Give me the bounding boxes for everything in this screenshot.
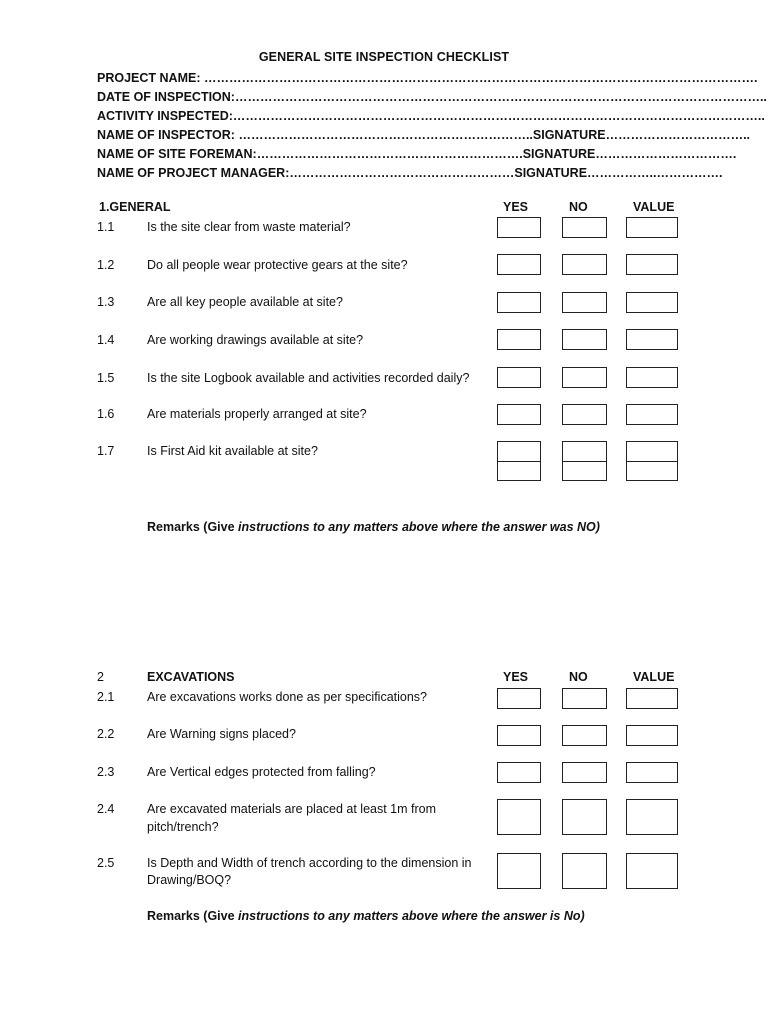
item-number: 1.6 — [97, 407, 115, 421]
yes-checkbox[interactable] — [497, 725, 541, 746]
item-number: 1.4 — [97, 333, 115, 347]
value-field[interactable] — [626, 292, 678, 313]
value-field[interactable] — [626, 853, 678, 889]
value-field[interactable] — [626, 404, 678, 425]
date-of-inspection-line: DATE OF INSPECTION:……………………………………………………………………………………………………………….. — [97, 90, 767, 104]
no-checkbox[interactable] — [562, 217, 607, 238]
value-field[interactable] — [626, 725, 678, 746]
item-number: 2.1 — [97, 690, 115, 704]
yes-checkbox[interactable] — [497, 853, 541, 889]
project-manager-line: NAME OF PROJECT MANAGER:………………………………………………SIGNATURE……………..……………. — [97, 166, 723, 180]
section-1-heading: 1.GENERAL — [99, 200, 171, 214]
item-number: 2.2 — [97, 727, 115, 741]
yes-checkbox[interactable] — [497, 799, 541, 835]
yes-checkbox[interactable] — [497, 461, 541, 481]
item-number: 1.3 — [97, 295, 115, 309]
value-field[interactable] — [626, 217, 678, 238]
no-checkbox[interactable] — [562, 254, 607, 275]
no-column-header: NO — [569, 200, 588, 214]
item-number: 1.7 — [97, 444, 115, 458]
no-checkbox[interactable] — [562, 799, 607, 835]
question-text: Are Vertical edges protected from falling? — [147, 765, 376, 779]
project-name-line: PROJECT NAME: ……………………………………………………………………………………………………………………. — [97, 71, 758, 85]
question-text: Is the site Logbook available and activities recorded daily? — [147, 371, 470, 385]
yes-checkbox[interactable] — [497, 292, 541, 313]
remarks-label: Remarks (Give — [147, 909, 239, 923]
activity-inspected-line: ACTIVITY INSPECTED:……………………………………………………………………………………………………………….. — [97, 109, 765, 123]
question-text: Are excavations works done as per specifications? — [147, 690, 428, 704]
item-number: 1.5 — [97, 371, 115, 385]
no-checkbox[interactable] — [562, 688, 607, 709]
question-text: Is First Aid kit available at site? — [147, 444, 318, 458]
question-text: Are excavated materials are placed at least 1m from — [147, 802, 437, 816]
yes-checkbox[interactable] — [497, 688, 541, 709]
question-text: Are Warning signs placed? — [147, 727, 296, 741]
no-checkbox[interactable] — [562, 367, 607, 388]
no-column-header: NO — [569, 670, 588, 684]
no-checkbox[interactable] — [562, 461, 607, 481]
item-number: 1.1 — [97, 220, 115, 234]
section-2-remarks — [147, 908, 585, 924]
item-number: 2.5 — [97, 856, 115, 870]
yes-checkbox[interactable] — [497, 404, 541, 425]
item-number: 2.3 — [97, 765, 115, 779]
remarks-instruction: instructions to any matters above where the answer is No) — [238, 909, 585, 923]
no-checkbox[interactable] — [562, 404, 607, 425]
no-checkbox[interactable] — [562, 441, 607, 462]
yes-checkbox[interactable] — [497, 217, 541, 238]
no-checkbox[interactable] — [562, 762, 607, 783]
value-field[interactable] — [626, 762, 678, 783]
value-field[interactable] — [626, 688, 678, 709]
value-column-header: VALUE — [633, 670, 675, 684]
value-field[interactable] — [626, 461, 678, 481]
value-field[interactable] — [626, 441, 678, 462]
question-text: Is Depth and Width of trench according to the dimension in — [147, 856, 472, 870]
question-text-continued: pitch/trench? — [147, 820, 219, 834]
question-text: Are all key people available at site? — [147, 295, 343, 309]
item-number: 2.4 — [97, 802, 115, 816]
yes-checkbox[interactable] — [497, 367, 541, 388]
yes-checkbox[interactable] — [497, 254, 541, 275]
document-title: GENERAL SITE INSPECTION CHECKLIST — [258, 50, 510, 64]
yes-column-header: YES — [503, 670, 529, 684]
value-column-header: VALUE — [633, 200, 675, 214]
site-foreman-line: NAME OF SITE FOREMAN:……………………………………………………….SIGNATURE……………………………. — [97, 147, 737, 161]
no-checkbox[interactable] — [562, 292, 607, 313]
no-checkbox[interactable] — [562, 329, 607, 350]
remarks-label: Remarks (Give — [147, 520, 239, 534]
no-checkbox[interactable] — [562, 725, 607, 746]
value-field[interactable] — [626, 254, 678, 275]
remarks-instruction: instructions to any matters above where the answer was NO) — [238, 520, 600, 534]
item-number: 1.2 — [97, 258, 115, 272]
yes-checkbox[interactable] — [497, 441, 541, 462]
value-field[interactable] — [626, 329, 678, 350]
value-field[interactable] — [626, 367, 678, 388]
question-text: Is the site clear from waste material? — [147, 220, 351, 234]
question-text-continued: Drawing/BOQ? — [147, 873, 232, 887]
question-text: Are materials properly arranged at site? — [147, 407, 367, 421]
yes-column-header: YES — [503, 200, 529, 214]
section-1-remarks — [147, 519, 600, 535]
question-text: Do all people wear protective gears at the site? — [147, 258, 408, 272]
section-2-heading: EXCAVATIONS — [147, 670, 235, 684]
no-checkbox[interactable] — [562, 853, 607, 889]
question-text: Are working drawings available at site? — [147, 333, 364, 347]
value-field[interactable] — [626, 799, 678, 835]
inspector-line: NAME OF INSPECTOR: ……………………………………………………………..SIGNATURE…………………………….. — [97, 128, 751, 142]
yes-checkbox[interactable] — [497, 762, 541, 783]
section-2-number: 2 — [97, 670, 104, 684]
yes-checkbox[interactable] — [497, 329, 541, 350]
